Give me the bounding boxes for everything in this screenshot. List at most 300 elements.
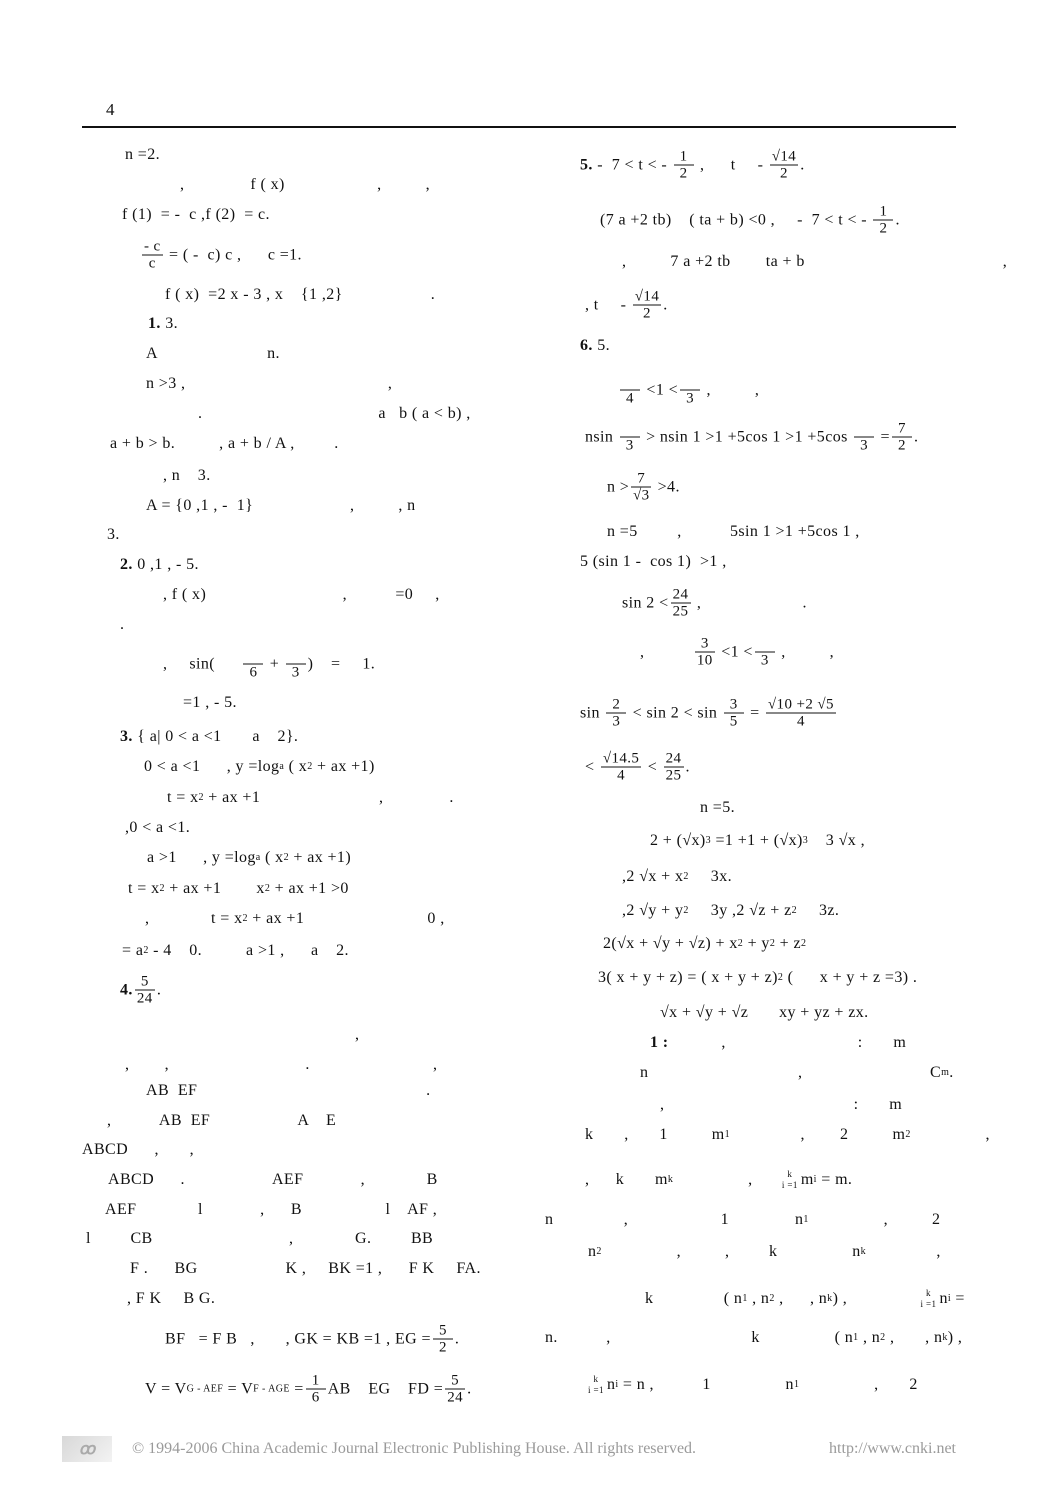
numerator: [243, 648, 263, 665]
text-line: [120, 974, 161, 1007]
superscript: 2: [307, 761, 313, 772]
text-run: =: [745, 704, 764, 721]
denominator: 2: [438, 1339, 447, 1356]
text-run: ,0 < a <1.: [125, 819, 191, 836]
text-line: [585, 1374, 918, 1396]
subscript: 1: [793, 1379, 800, 1390]
footer: [62, 1436, 962, 1462]
denominator: 3: [291, 664, 300, 681]
superscript: 2: [683, 871, 689, 882]
text-line: [585, 289, 668, 322]
text-line: [146, 1082, 431, 1100]
text-run: , n: [747, 1290, 770, 1307]
text-run: .: [895, 211, 900, 228]
summation-limits: [921, 1288, 937, 1310]
fraction: [766, 697, 836, 730]
text-run: n. , k ( n: [545, 1329, 854, 1346]
subscript: i: [615, 1379, 619, 1390]
numerator: 5: [445, 1373, 465, 1390]
denominator: 3: [760, 652, 769, 669]
subscript: k: [942, 1332, 948, 1343]
text-run: n =5.: [700, 799, 736, 816]
fraction: [620, 374, 640, 407]
text-run: + z: [775, 935, 801, 952]
denominator: 6: [249, 664, 258, 681]
text-run: k , 1 m: [585, 1126, 725, 1143]
text-run: .: [156, 981, 162, 998]
denominator: 5: [729, 713, 738, 730]
text-line: [580, 553, 727, 571]
denominator: 2: [679, 165, 688, 182]
text-run: .: [454, 1330, 460, 1347]
text-line: [86, 1230, 433, 1248]
numerator: 5: [135, 974, 155, 991]
text-run: , k m: [585, 1171, 668, 1188]
text-line: [640, 1064, 954, 1082]
text-run: , f ( x) , =0 ,: [163, 586, 440, 603]
text-line: [622, 902, 839, 920]
numerator: 24: [664, 751, 684, 768]
text-line: [163, 586, 440, 604]
text-run: 3 √x ,: [808, 832, 865, 849]
text-run: =: [876, 428, 890, 445]
upper-limit: k: [593, 1374, 599, 1384]
summation-limits: [782, 1169, 798, 1191]
subscript: a: [255, 852, 261, 863]
text-line: [585, 1169, 852, 1191]
text-run: n =2.: [125, 146, 161, 163]
text-run: A = {0 ,1 , - 1} , , n: [146, 497, 416, 514]
item-number: 2.: [120, 556, 133, 573]
text-run: n >: [607, 478, 630, 495]
numerator: [755, 636, 775, 653]
text-line: [622, 868, 732, 886]
denominator: 24: [447, 1389, 464, 1406]
numerator: √14: [771, 148, 797, 165]
text-line: [140, 239, 302, 272]
subscript: F - AGE: [253, 1383, 290, 1394]
summation-limits: [588, 1374, 604, 1396]
text-run: (7 a +2 tb) ( ta + b) <0 , - 7 < t < -: [600, 211, 872, 228]
text-run: A n.: [146, 345, 280, 362]
text-line: [163, 467, 211, 485]
denominator: 4: [796, 713, 805, 730]
text-run: - 4 0. a >1 , a 2.: [148, 942, 349, 959]
text-line: [120, 616, 124, 634]
text-run: + ax +1): [288, 849, 352, 866]
subscript: G - AEF: [186, 1383, 224, 1394]
text-run: + ax +1 0 ,: [247, 910, 445, 927]
numerator: 2: [606, 697, 626, 714]
text-run: , 2: [808, 1211, 941, 1228]
denominator: 2: [780, 165, 788, 182]
text-run: 3y ,2 √z + z: [688, 902, 792, 919]
text-run: n: [939, 1290, 948, 1307]
numerator: √10 +2 √5: [767, 696, 834, 713]
text-line: [622, 587, 807, 620]
superscript: 2: [242, 913, 248, 924]
superscript: 2: [791, 905, 798, 916]
superscript: 2: [777, 972, 784, 983]
text-run: 3z.: [797, 902, 840, 919]
text-run: n , 1 n: [545, 1211, 804, 1228]
text-run: .: [663, 296, 668, 313]
text-run: nsin: [585, 428, 618, 445]
text-run: 0 < a <1 , y =log: [144, 758, 280, 775]
text-run: + y: [743, 935, 770, 952]
superscript: 2: [283, 852, 289, 863]
denominator: 10: [696, 652, 713, 669]
text-line: [650, 832, 865, 850]
text-run: = a: [122, 942, 144, 959]
numerator: [620, 374, 640, 391]
header-rule: [82, 126, 956, 128]
text-run: ) ,: [832, 1290, 918, 1307]
text-line: [167, 789, 454, 807]
text-run: + ax +1 x: [164, 880, 265, 897]
text-line: [125, 819, 190, 837]
text-line: [146, 345, 280, 363]
text-line: [180, 176, 430, 194]
text-run: , n: [858, 1329, 881, 1346]
text-run: 3.: [160, 315, 179, 332]
subscript: 2: [905, 1129, 911, 1140]
text-run: , t = x: [145, 910, 243, 927]
text-run: f ( x) =2 x - 3 , x {1 ,2} .: [165, 286, 436, 303]
text-run: <: [643, 758, 662, 775]
text-line: [127, 1290, 215, 1308]
text-run: ) ,: [947, 1329, 963, 1346]
text-line: [600, 204, 900, 237]
lower-limit: i =1: [781, 1180, 798, 1190]
text-run: +: [265, 655, 284, 672]
text-run: < sin 2 < sin: [628, 704, 722, 721]
denominator: 2: [879, 220, 888, 237]
text-run: AB EG FD =: [327, 1380, 444, 1397]
superscript: 2: [264, 883, 271, 894]
text-line: [545, 1211, 940, 1229]
text-line: [585, 751, 690, 784]
item-number: 1.: [148, 315, 161, 332]
text-line: [82, 1141, 194, 1159]
text-line: [198, 405, 471, 423]
text-run: = m.: [816, 1171, 853, 1188]
text-run: m: [800, 1171, 814, 1188]
text-run: =: [289, 1380, 304, 1397]
fraction: [873, 204, 893, 237]
text-run: - 7 < t < -: [592, 156, 672, 173]
subscript: 2: [880, 1332, 886, 1343]
text-run: 5 (sin 1 - cos 1) >1 ,: [580, 553, 727, 570]
superscript: 2: [800, 938, 807, 949]
numerator: 7: [892, 421, 912, 438]
text-run: AEF l , B l AF ,: [105, 1201, 438, 1218]
denominator: 6: [311, 1389, 320, 1406]
publisher-logo-icon: ꝏ: [62, 1436, 112, 1462]
numerator: 24: [671, 587, 691, 604]
text-line: [145, 1373, 472, 1406]
text-run: , , n: [885, 1329, 943, 1346]
denominator: c: [148, 255, 156, 272]
fraction: [445, 1373, 465, 1406]
text-run: 2(√x + √y + √z) + x: [603, 935, 738, 952]
numerator: 1: [674, 149, 694, 166]
text-line: [603, 935, 806, 953]
text-run: , : m: [660, 1096, 903, 1113]
numerator: 3: [724, 697, 744, 714]
copyright-text: © 1994-2006 China Academic Journal Electronic Publishing House. All rights reserved.: [132, 1440, 697, 1457]
text-run: , n 3.: [163, 467, 211, 484]
text-run: + ax +1): [312, 758, 375, 775]
text-run: <: [585, 758, 599, 775]
fraction: [680, 374, 700, 407]
text-line: [128, 880, 349, 898]
fraction: [606, 697, 626, 730]
numerator: 1: [873, 204, 893, 221]
text-line: [108, 1171, 438, 1189]
text-line: [145, 910, 445, 928]
text-run: BF = F B , , GK = KB =1 , EG =: [165, 1330, 431, 1347]
denominator: √3: [632, 487, 650, 504]
fraction: [854, 421, 874, 454]
text-run: n =5 , 5sin 1 >1 +5cos 1 ,: [607, 523, 860, 540]
denominator: 4: [626, 390, 634, 407]
text-run: f (1) = - c ,f (2) = c.: [122, 206, 270, 223]
fraction: [674, 149, 694, 182]
text-line: [148, 315, 178, 333]
subscript: k: [860, 1246, 867, 1257]
text-run: .: [120, 616, 125, 633]
text-line: [130, 1260, 481, 1278]
text-run: > nsin 1 >1 +5cos 1 >1 +5cos: [641, 428, 853, 445]
lower-limit: i =1: [588, 1385, 604, 1395]
text-line: [585, 1126, 990, 1144]
text-line: [650, 1034, 906, 1052]
page-number: 4: [106, 100, 115, 119]
text-run: , 7 a +2 tb ta + b ,: [622, 253, 1008, 270]
text-run: AB EF .: [146, 1082, 431, 1099]
text-run: 3x.: [688, 868, 733, 885]
text-run: t = x: [128, 880, 160, 897]
text-run: , t -: [695, 156, 768, 173]
text-line: [107, 526, 120, 544]
fraction: [633, 289, 661, 322]
text-run: , : m: [668, 1034, 907, 1051]
text-run: , sin(: [163, 655, 242, 672]
text-run: ,: [910, 1126, 990, 1143]
fraction: [770, 149, 798, 182]
subscript: k: [667, 1174, 674, 1185]
upper-limit: k: [926, 1288, 931, 1298]
subscript: 1: [742, 1293, 748, 1304]
subscript: a: [279, 761, 285, 772]
item-number: 5.: [580, 156, 593, 173]
text-line: [146, 375, 392, 393]
subscript: 1: [724, 1129, 731, 1140]
text-run: <1 <: [716, 643, 753, 660]
text-run: = n , 1 n: [618, 1376, 794, 1393]
text-line: [618, 374, 759, 407]
text-line: [146, 497, 416, 515]
text-run: , 2: [799, 1376, 918, 1393]
numerator: [620, 421, 640, 438]
text-run: √x + √y + √z xy + yz + zx.: [660, 1004, 869, 1021]
fraction: [142, 239, 163, 272]
text-run: 5.: [592, 337, 611, 354]
text-run: , 2 m: [730, 1126, 906, 1143]
text-run: .: [685, 758, 690, 775]
text-line: [580, 337, 610, 355]
text-line: [110, 435, 339, 453]
text-run: <1 <: [642, 381, 679, 398]
denominator: 25: [665, 767, 682, 784]
text-run: , .: [692, 594, 807, 611]
fraction: [671, 587, 691, 620]
text-run: , t -: [585, 296, 631, 313]
text-run: ,: [673, 1171, 779, 1188]
numerator: 5: [433, 1323, 453, 1340]
text-run: n >3 , ,: [146, 375, 393, 392]
text-run: n: [606, 1376, 616, 1393]
superscript: 3: [705, 835, 712, 846]
subscript: 1: [853, 1332, 859, 1343]
denominator: 3: [686, 390, 694, 407]
text-run: { a| 0 < a <1 a 2}.: [132, 728, 299, 745]
fraction: [755, 636, 775, 669]
text-line: [700, 799, 735, 817]
text-line: [165, 286, 435, 304]
text-line: [165, 1323, 459, 1356]
superscript: 2: [143, 945, 149, 956]
subscript: i: [947, 1293, 952, 1304]
text-line: [120, 728, 298, 746]
text-line: [622, 253, 1007, 271]
text-run: .: [467, 1380, 472, 1397]
text-line: [125, 1056, 437, 1074]
fraction: [695, 636, 715, 669]
denominator: 3: [612, 713, 621, 730]
fraction: [631, 471, 651, 504]
text-line: [163, 648, 375, 681]
item-number: 1 :: [650, 1034, 669, 1051]
numerator: - c: [144, 238, 161, 255]
text-run: , ,: [776, 643, 835, 660]
text-run: ,2 √y + y: [622, 902, 684, 919]
text-run: = V: [223, 1380, 254, 1397]
text-run: + ax +1 , .: [203, 789, 454, 806]
footer-url[interactable]: http://www.cnki.net: [829, 1440, 956, 1457]
text-run: 2 + (√x): [650, 832, 706, 849]
numerator: [680, 374, 700, 391]
denominator: 3: [860, 437, 869, 454]
text-line: [122, 206, 270, 224]
text-run: ,: [866, 1243, 941, 1260]
text-run: >4.: [653, 478, 680, 495]
text-run: =1 +1 + (√x): [711, 832, 803, 849]
item-number: 4.: [120, 981, 133, 998]
denominator: 25: [672, 603, 689, 620]
text-line: [122, 942, 349, 960]
numerator: 3: [695, 636, 715, 653]
text-run: ABCD , ,: [82, 1141, 195, 1158]
fraction: [724, 697, 744, 730]
text-run: n: [588, 1243, 597, 1260]
text-line: [607, 523, 860, 541]
text-line: [645, 1288, 965, 1310]
text-line: [125, 146, 160, 164]
text-run: a + b > b. , a + b / A , .: [110, 435, 339, 452]
fraction: [620, 421, 640, 454]
text-line: [598, 969, 917, 987]
text-run: =1 , - 5.: [183, 694, 237, 711]
text-line: [607, 471, 680, 504]
text-run: ( x: [260, 849, 284, 866]
text-line: [107, 1112, 336, 1130]
fraction: [601, 751, 641, 784]
text-run: ( x + y + z =3) .: [783, 969, 918, 986]
subscript: 2: [596, 1246, 602, 1257]
subscript: i: [813, 1174, 817, 1185]
text-run: sin 2 <: [622, 594, 669, 611]
text-run: ,: [355, 1026, 360, 1043]
text-line: [147, 849, 351, 867]
text-run: , , k n: [601, 1243, 861, 1260]
text-run: V = V: [145, 1380, 187, 1397]
denominator: 4: [617, 767, 626, 784]
upper-limit: k: [787, 1169, 793, 1179]
fraction: [286, 648, 306, 681]
text-run: t = x: [167, 789, 199, 806]
text-line: [105, 1201, 437, 1219]
text-run: .: [949, 1064, 954, 1081]
text-line: [355, 1026, 359, 1044]
fraction: [243, 648, 263, 681]
text-run: a >1 , y =log: [147, 849, 256, 866]
text-run: 3( x + y + z) = ( x + y + z): [598, 969, 778, 986]
superscript: 2: [769, 938, 776, 949]
text-line: [585, 421, 918, 454]
superscript: 2: [737, 938, 744, 949]
superscript: 2: [198, 792, 204, 803]
text-line: [120, 556, 199, 574]
numerator: √14.5: [602, 750, 640, 767]
text-run: + ax +1 >0: [270, 880, 349, 897]
fraction: [306, 1373, 326, 1406]
text-line: [580, 149, 805, 182]
text-run: ABCD . AEF , B: [108, 1171, 438, 1188]
denominator: 2: [643, 305, 651, 322]
item-number: 3.: [120, 728, 133, 745]
numerator: [286, 648, 306, 665]
denominator: 2: [898, 437, 906, 454]
text-line: [545, 1329, 962, 1347]
text-run: .: [913, 428, 919, 445]
subscript: m: [941, 1067, 950, 1078]
text-run: k ( n: [645, 1290, 743, 1307]
text-run: l CB , G. BB: [86, 1230, 434, 1247]
text-run: n , C: [640, 1064, 942, 1081]
text-line: [183, 694, 237, 712]
superscript: 2: [159, 883, 165, 894]
text-run: F . BG K , BK =1 , F K FA.: [130, 1260, 481, 1277]
numerator: [854, 421, 874, 438]
text-run: = ( - c) c , c =1.: [164, 246, 302, 263]
numerator: √14: [634, 288, 660, 305]
fraction: [892, 421, 912, 454]
fraction: [664, 751, 684, 784]
text-line: [660, 1004, 869, 1022]
denominator: 24: [136, 990, 153, 1007]
